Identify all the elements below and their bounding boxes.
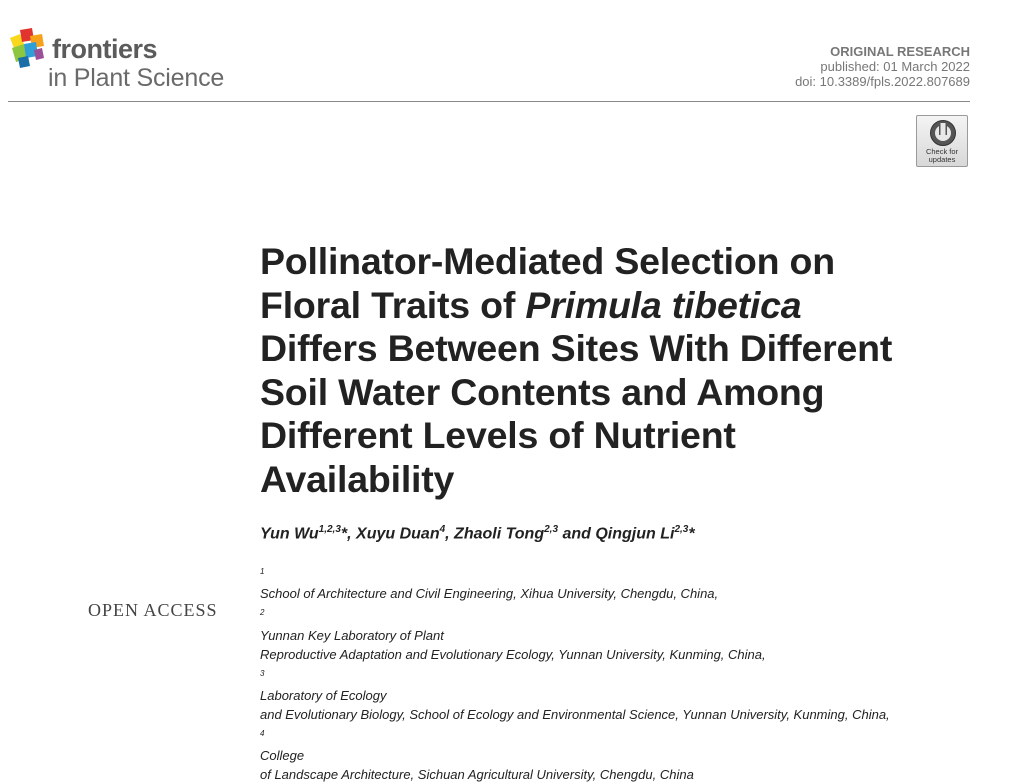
author-name[interactable]: Qingjun Li xyxy=(595,525,675,543)
author-separator: , xyxy=(347,525,357,543)
author-name[interactable]: Yun Wu xyxy=(260,525,319,543)
title-line-3: Differs Between Sites With Different xyxy=(260,327,893,370)
doi-link[interactable]: doi: 10.3389/fpls.2022.807689 xyxy=(795,74,970,89)
species-name: Primula tibetica xyxy=(525,283,802,326)
frontiers-cube-logo-icon xyxy=(8,28,52,68)
crossmark-icon xyxy=(929,119,957,147)
journal-name-secondary: in Plant Science xyxy=(48,64,225,92)
check-for-updates-button[interactable] xyxy=(916,115,968,167)
journal-name-primary: frontiers xyxy=(52,34,158,64)
affiliation-line-4: of Landscape Architecture, Sichuan Agricultural University, Chengdu, China xyxy=(260,767,694,783)
title-line-2: Floral Traits of Primula tibetica xyxy=(260,283,802,326)
affiliations xyxy=(260,562,960,784)
author-affiliation-sup: 2,3 xyxy=(544,524,559,535)
author-name[interactable]: Xuyu Duan xyxy=(356,525,440,543)
published-date: published: 01 March 2022 xyxy=(820,59,970,74)
title-line-1: Pollinator-Mediated Selection on xyxy=(260,240,835,282)
corresponding-mark: * xyxy=(688,525,695,543)
author-separator: and xyxy=(558,525,596,543)
article-meta xyxy=(795,44,970,89)
title-line-5: Different Levels of Nutrient xyxy=(260,414,736,457)
article-type: ORIGINAL RESEARCH xyxy=(830,44,970,59)
corresponding-mark: * xyxy=(340,525,348,543)
article-title xyxy=(260,240,980,502)
title-line-4: Soil Water Contents and Among xyxy=(260,370,825,413)
affiliation-line-2: Reproductive Adaptation and Evolutionary Ecology, Yunnan University, Kunming, China, $^3$ Laboratory of Ecology xyxy=(260,646,766,703)
journal-logo[interactable] xyxy=(8,28,248,92)
author-list xyxy=(260,524,695,543)
affiliation-line-1: $^1$ School of Architecture and Civil Engineering, Xihua University, Chengdu, China, $^2$ Yunnan Key Laboratory of Plant xyxy=(260,567,719,643)
open-access-label: OPEN ACCESS xyxy=(88,600,218,620)
header-divider xyxy=(8,101,970,102)
author-affiliation-sup: 2,3 xyxy=(674,524,689,535)
title-line-6: Availability xyxy=(260,457,455,500)
badge-label: Check for updates xyxy=(925,147,959,164)
author-affiliation-sup: 4 xyxy=(439,524,446,535)
author-name[interactable]: Zhaoli Tong xyxy=(454,525,545,543)
affiliation-line-3: and Evolutionary Biology, School of Ecology and Environmental Science, Yunnan University, Kunming, China, $^4$ College xyxy=(260,706,890,764)
author-separator: , xyxy=(445,525,455,543)
author-affiliation-sup: 1,2,3 xyxy=(318,524,341,535)
